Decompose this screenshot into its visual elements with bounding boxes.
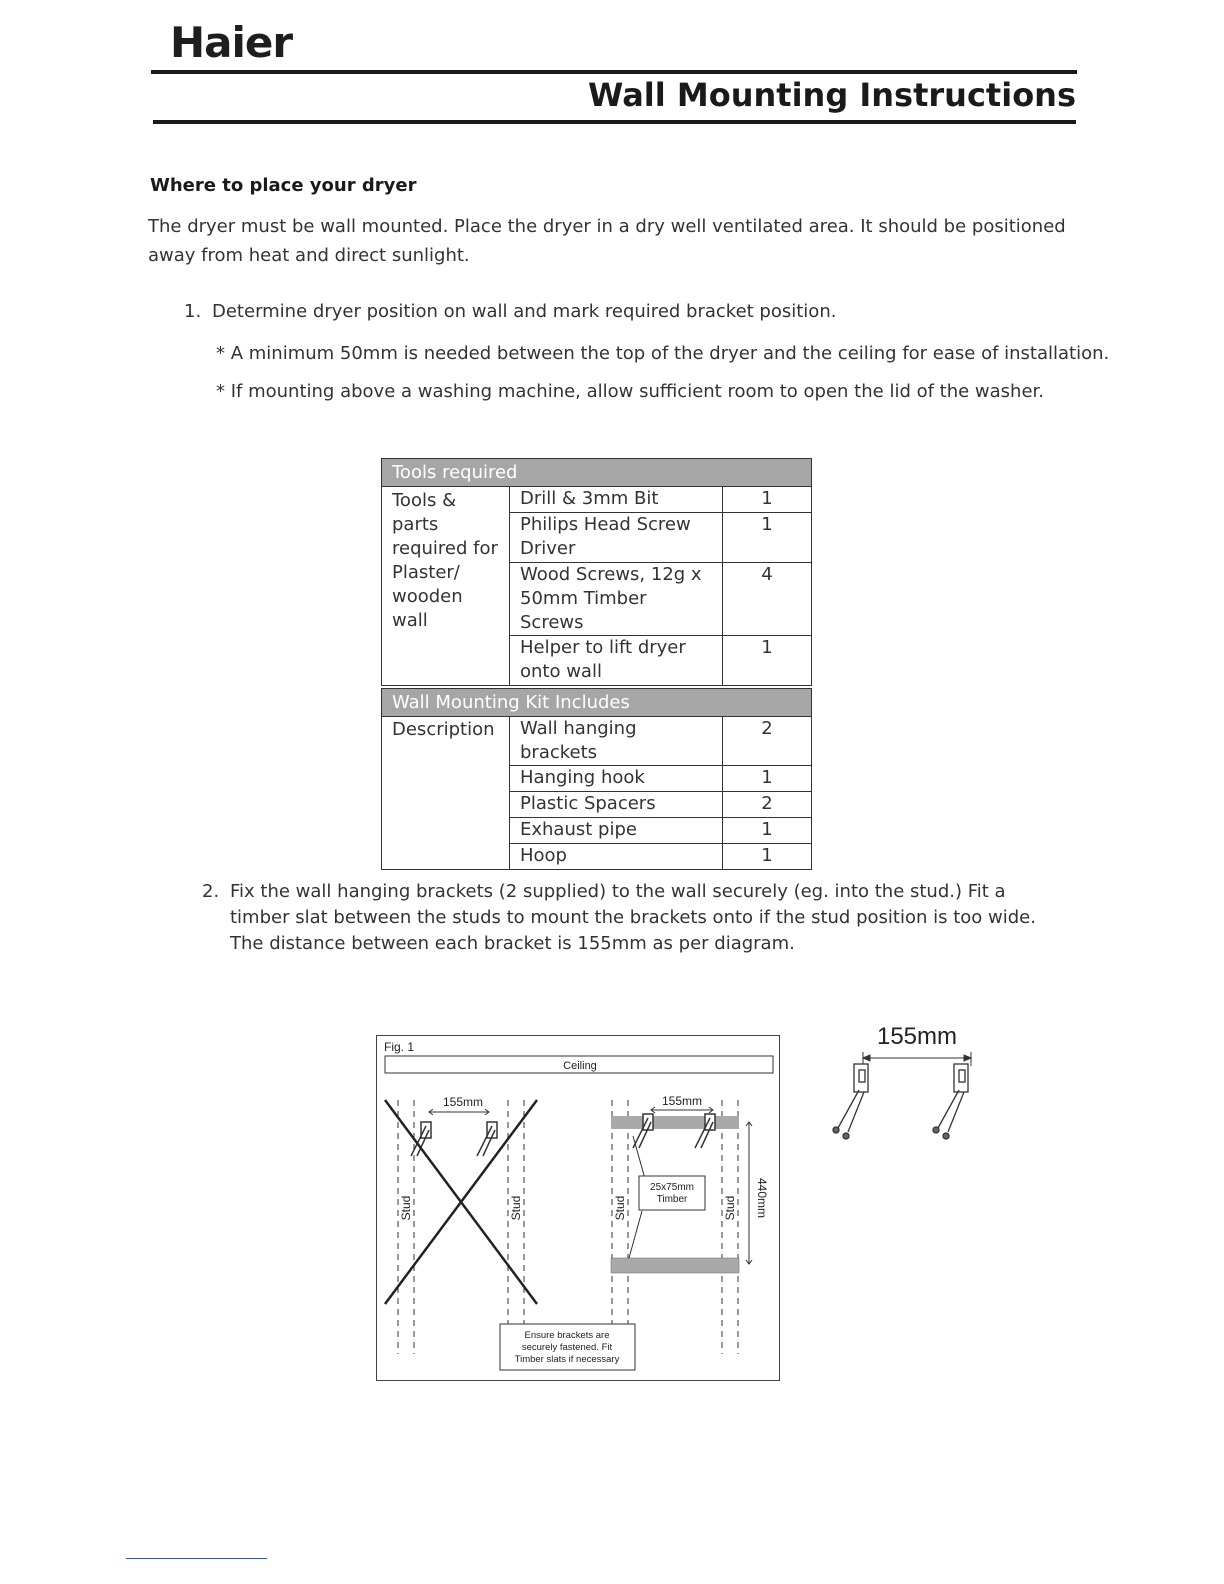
timber-slat-top (611, 1116, 739, 1129)
left-studs (398, 1100, 524, 1354)
table-row: Wood Screws, 12g x 50mm Timber Screws (510, 563, 723, 636)
table-qty: 1 (723, 766, 812, 792)
footer-link-line (126, 1558, 267, 1559)
ceiling-label: Ceiling (563, 1060, 597, 1072)
step-1-text: Determine dryer position on wall and mark required bracket position. (212, 301, 837, 322)
table-qty: 2 (723, 717, 812, 766)
table-qty: 1 (723, 844, 812, 870)
left-spacing-label: 155mm (442, 1095, 484, 1109)
bracket-spacing-figure (826, 1020, 986, 1160)
stud-label: Stud (613, 1195, 627, 1221)
table-qty: 1 (723, 818, 812, 844)
figure-1 (376, 1035, 780, 1381)
tools-table (381, 458, 812, 686)
timber-label: Timber (656, 1194, 688, 1205)
stud-label: Stud (509, 1195, 523, 1221)
fasten-note-line: securely fastened. Fit (521, 1342, 613, 1353)
step-1-number: 1. (184, 301, 202, 322)
height-label: 440mm (755, 1177, 769, 1219)
fasten-note-line: Timber slats if necessary (514, 1354, 620, 1365)
table-qty: 2 (723, 792, 812, 818)
tools-table-header: Tools required (382, 459, 812, 487)
right-studs (612, 1100, 738, 1354)
step-2-text: Fix the wall hanging brackets (2 supplied) to the wall securely (eg. into the stud.) Fit a timber slat between the studs to mount the brackets onto if the stud position is too wide. The distance between each bracket is 155mm as per diagram. (230, 881, 1036, 954)
bracket-spacing-diagram (826, 1020, 986, 1160)
stud-label: Stud (723, 1195, 737, 1221)
figure-1-diagram (377, 1036, 779, 1380)
table-row: Helper to lift dryer onto wall (510, 636, 723, 686)
tools-group-label: Tools & parts required for Plaster/ wooden wall (382, 487, 510, 686)
left-bracket-icon (833, 1064, 868, 1139)
table-row: Hoop (510, 844, 723, 870)
step-1-note-ceiling: * A minimum 50mm is needed between the top of the dryer and the ceiling for ease of installation. (216, 343, 1110, 364)
table-row: Hanging hook (510, 766, 723, 792)
brand-logo: Haier (170, 18, 293, 67)
table-qty: 1 (723, 487, 812, 513)
bracket-spacing-label: 155mm (876, 1023, 958, 1050)
left-spacing-dimension (429, 1109, 489, 1115)
step-2-number: 2. (202, 881, 220, 902)
table-qty: 4 (723, 563, 812, 636)
right-bracket-icon (933, 1064, 968, 1139)
step-1-note-washer: * If mounting above a washing machine, allow sufficient room to open the lid of the washer. (216, 381, 1045, 402)
timber-size-label: 25x75mm (650, 1182, 694, 1193)
table-row: Plastic Spacers (510, 792, 723, 818)
header-rule-bottom (153, 120, 1076, 124)
stud-label: Stud (399, 1195, 413, 1221)
table-row: Philips Head Screw Driver (510, 513, 723, 563)
table-row: Drill & 3mm Bit (510, 487, 723, 513)
kit-table-header: Wall Mounting Kit Includes (382, 689, 812, 717)
fasten-note-line: Ensure brackets are (524, 1330, 610, 1341)
right-spacing-label: 155mm (661, 1094, 703, 1108)
table-row: Wall hanging brackets (510, 717, 723, 766)
intro-paragraph: The dryer must be wall mounted. Place the dryer in a dry well ventilated area. It should be positioned away from heat and direct sunlight. (148, 216, 1066, 266)
table-qty: 1 (723, 513, 812, 563)
kit-group-label: Description (382, 717, 510, 870)
figure-label: Fig. 1 (384, 1040, 415, 1054)
table-row: Exhaust pipe (510, 818, 723, 844)
section-heading: Where to place your dryer (150, 175, 417, 196)
page-title: Wall Mounting Instructions (588, 76, 1076, 114)
header-rule-top (151, 70, 1077, 74)
height-dimension (746, 1122, 752, 1264)
table-qty: 1 (723, 636, 812, 686)
kit-table (381, 688, 812, 870)
timber-slat-bottom (611, 1258, 739, 1273)
